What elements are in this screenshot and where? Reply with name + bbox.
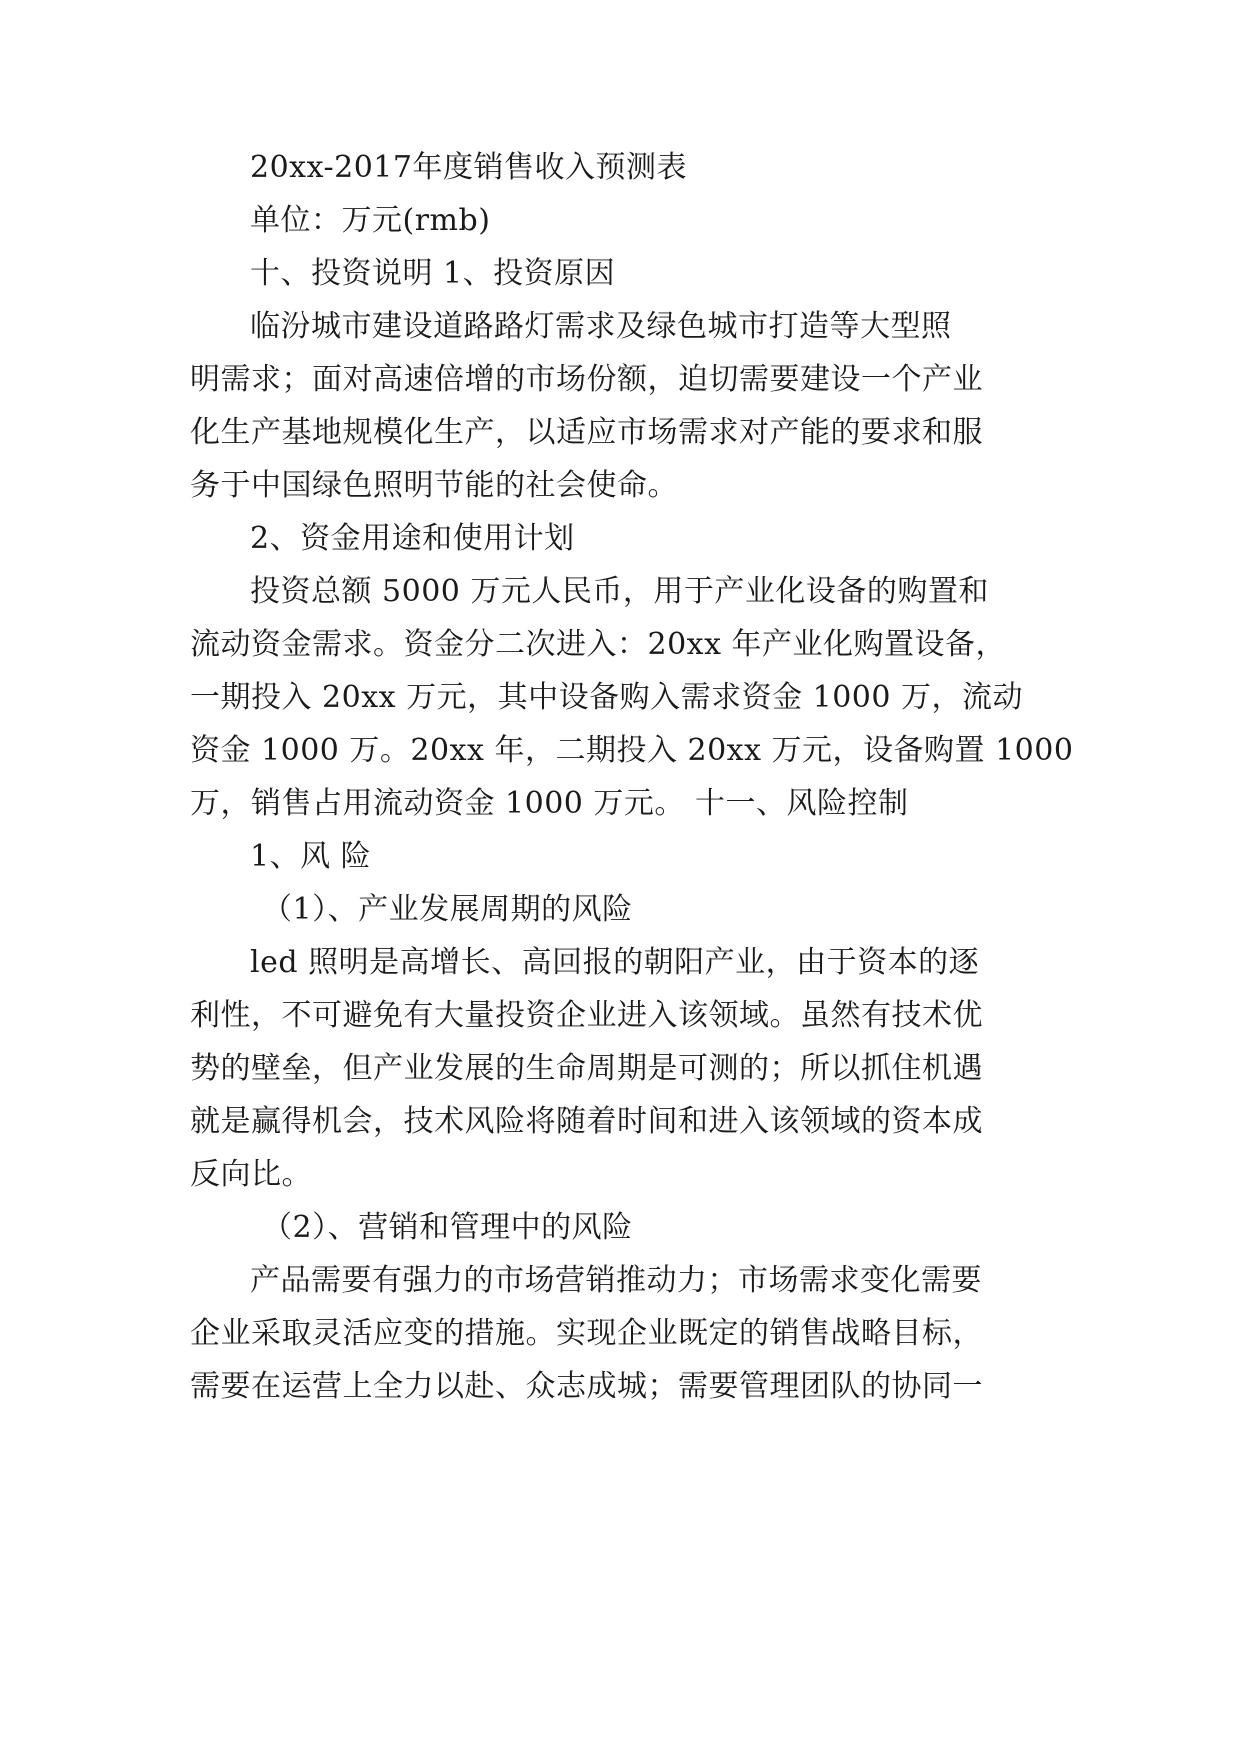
paragraph-line: 利性，不可避免有大量投资企业进入该领域。虽然有技术优: [190, 998, 983, 1033]
subheading-industry-cycle-risk: （1）、产业发展周期的风险: [262, 892, 633, 927]
paragraph-line: 流动资金需求。资金分二次进入：20xx 年产业化购置设备，: [190, 627, 1007, 662]
paragraph-line: 反向比。: [190, 1157, 312, 1192]
paragraph-line: 需要在运营上全力以赴、众志成城；需要管理团队的协同一: [190, 1369, 983, 1404]
paragraph-line: 企业采取灵活应变的措施。实现企业既定的销售战略目标，: [190, 1316, 983, 1351]
paragraph-line: 一期投入 20xx 万元，其中设备购入需求资金 1000 万，流动: [190, 680, 1024, 715]
paragraph-line: 就是赢得机会，技术风险将随着时间和进入该领域的资本成: [190, 1104, 983, 1139]
paragraph-line: 化生产基地规模化生产，以适应市场需求对产能的要求和服: [190, 415, 983, 450]
paragraph-line: led 照明是高增长、高回报的朝阳产业，由于资本的逐: [250, 945, 980, 980]
unit-line: 单位：万元(rmb): [250, 203, 491, 238]
subheading-marketing-risk: （2）、营销和管理中的风险: [262, 1210, 633, 1245]
section-heading-investment: 十、投资说明 1、投资原因: [250, 256, 616, 291]
subheading-risk: 1、风 险: [250, 839, 372, 874]
paragraph-line: 万，销售占用流动资金 1000 万元。 十一、风险控制: [190, 786, 909, 821]
paragraph-line: 势的壁垒，但产业发展的生命周期是可测的；所以抓住机遇: [190, 1051, 983, 1086]
table-title: 20xx-2017年度销售收入预测表: [250, 150, 687, 185]
subheading-funds-usage: 2、资金用途和使用计划: [250, 521, 575, 556]
paragraph-line: 务于中国绿色照明节能的社会使命。: [190, 468, 678, 503]
paragraph-line: 产品需要有强力的市场营销推动力；市场需求变化需要: [250, 1263, 982, 1298]
paragraph-line: 明需求；面对高速倍增的市场份额，迫切需要建设一个产业: [190, 362, 983, 397]
paragraph-line: 投资总额 5000 万元人民币，用于产业化设备的购置和: [250, 574, 989, 609]
paragraph-line: 临汾城市建设道路路灯需求及绿色城市打造等大型照: [250, 309, 952, 344]
paragraph-line: 资金 1000 万。20xx 年，二期投入 20xx 万元，设备购置 1000: [190, 733, 1074, 768]
